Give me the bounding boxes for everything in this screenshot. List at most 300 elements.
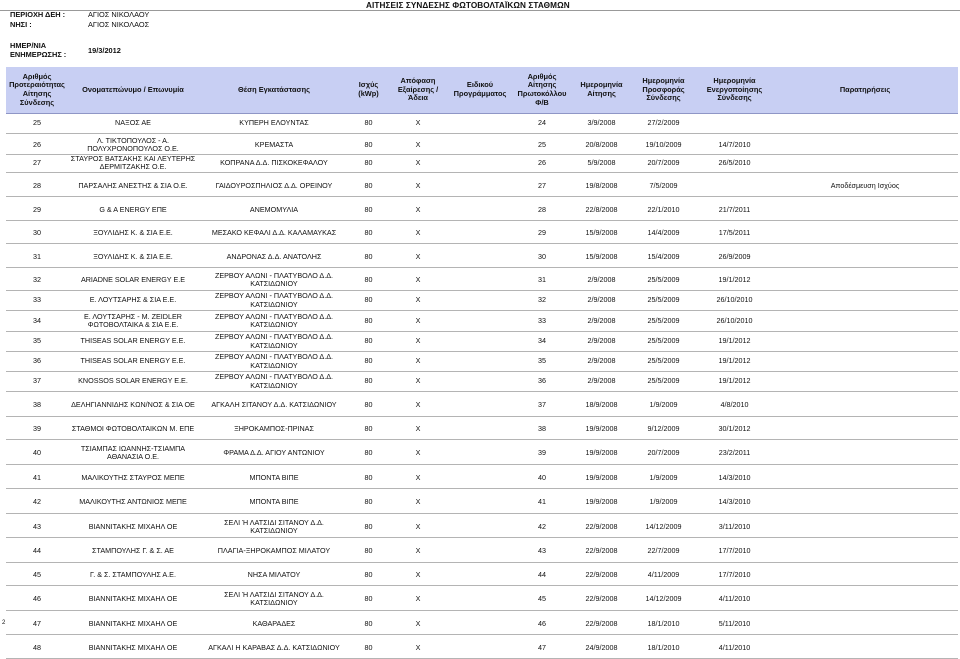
row-priority-cell: 26 [6,137,68,154]
row-remarks-cell [772,589,958,610]
row-location-cell: ΖΕΡΒΟΥ ΑΛΩΝΙ - ΠΛΑΤΥΒΟΛΟ Δ.Δ. ΚΑΤΣΙΔΩΝΙΟΥ [198,352,350,372]
table-row [6,137,958,154]
row-power-cell: 80 [350,589,387,610]
row-name-cell: Ε. ΛΟΥΤΣΑΡΗΣ - Μ. ZEIDLER ΦΩΤΟΒΟΛΤΑΙΚΑ & ΣΙΑ Ε.Ε. [68,311,198,332]
col-header-application-date: Ημερομηνία Αίτησης [573,67,630,114]
table-row [6,114,958,134]
table-row [6,395,958,416]
row-priority-cell: 29 [6,200,68,220]
row-power-cell: 80 [350,468,387,489]
row-name-cell: ΤΣΙΑΜΠΑΣ ΙΩΑΝΝΗΣ-ΤΣΙΑΜΠΑ ΑΘΑΝΑΣΙΑ Ο.Ε. [68,443,198,464]
row-activation-date-cell: 14/3/2010 [697,468,772,489]
row-power-cell: 80 [350,492,387,513]
row-remarks-cell [772,114,958,134]
row-application-date-cell: 2/9/2008 [573,271,630,291]
row-protocol-cell: 30 [511,247,573,267]
row-activation-date-cell: 4/11/2010 [697,589,772,610]
row-power-cell: 80 [350,638,387,658]
row-application-date-cell: 2/9/2008 [573,352,630,372]
row-program-cell [449,638,511,658]
table-row [6,517,958,538]
row-priority-cell: 44 [6,541,68,562]
row-program-cell [449,176,511,197]
row-program-cell [449,291,511,311]
row-priority-cell: 36 [6,352,68,372]
table-row [6,200,958,220]
row-application-date-cell: 2/9/2008 [573,372,630,392]
row-protocol-cell: 41 [511,492,573,513]
row-remarks-cell [772,137,958,154]
table-row [6,468,958,489]
row-protocol-cell: 36 [511,372,573,392]
row-location-cell: ΜΠΟΝΤΑ ΒΙΠΕ [198,492,350,513]
row-offer-date-cell: 7/5/2009 [630,176,697,197]
row-priority-cell: 33 [6,291,68,311]
row-power-cell: 80 [350,352,387,372]
row-remarks-cell [772,566,958,586]
row-activation-date-cell: 19/1/2012 [697,352,772,372]
row-offer-date-cell: 20/7/2009 [630,443,697,464]
row-remarks-cell [772,541,958,562]
row-activation-date-cell: 17/7/2010 [697,566,772,586]
row-offer-date-cell: 25/5/2009 [630,352,697,372]
row-priority-cell: 40 [6,443,68,464]
row-power-cell: 80 [350,541,387,562]
row-name-cell: Λ. ΤΙΚΤΟΠΟΥΛΟΣ - Α. ΠΟΛΥΧΡΟΝΟΠΟΥΛΟΣ Ο.Ε. [68,137,198,154]
row-program-cell [449,114,511,134]
row-location-cell: ΦΡΑΜΑ Δ.Δ. ΑΓΙΟΥ ΑΝΤΩΝΙΟΥ [198,443,350,464]
row-offer-date-cell: 14/4/2009 [630,224,697,244]
row-decision-cell: Χ [387,589,449,610]
row-location-cell: ΖΕΡΒΟΥ ΑΛΩΝΙ - ΠΛΑΤΥΒΟΛΟ Δ.Δ. ΚΑΤΣΙΔΩΝΙΟΥ [198,271,350,291]
row-decision-cell: Χ [387,492,449,513]
row-priority-cell: 32 [6,271,68,291]
row-protocol-cell: 32 [511,291,573,311]
table-row [6,372,958,392]
row-name-cell: ΠΑΡΣΑΛΗΣ ΑΝΕΣΤΗΣ & ΣΙΑ Ο.Ε. [68,176,198,197]
row-offer-date-cell: 18/1/2010 [630,614,697,635]
table-row [6,638,958,658]
row-name-cell: ΣΤΑΘΜΟΙ ΦΩΤΟΒΟΛΤΑΙΚΩΝ Μ. ΕΠΕ [68,420,198,440]
row-power-cell: 80 [350,566,387,586]
row-priority-cell: 38 [6,395,68,416]
row-remarks-cell [772,224,958,244]
row-power-cell: 80 [350,311,387,332]
row-name-cell: ΒΙΑΝΝΙΤΑΚΗΣ ΜΙΧΑΗΛ ΟΕ [68,638,198,658]
row-activation-date-cell: 14/7/2010 [697,137,772,154]
row-decision-cell: Χ [387,200,449,220]
row-decision-cell: Χ [387,395,449,416]
row-decision-cell: Χ [387,137,449,154]
row-location-cell: ΜΠΟΝΤΑ ΒΙΠΕ [198,468,350,489]
row-activation-date-cell: 5/11/2010 [697,614,772,635]
row-protocol-cell: 39 [511,443,573,464]
row-activation-date-cell: 19/1/2012 [697,271,772,291]
row-application-date-cell: 2/9/2008 [573,332,630,352]
row-protocol-cell: 28 [511,200,573,220]
row-location-cell: ΚΥΠΕΡΗ ΕΛΟΥΝΤΑΣ [198,114,350,134]
row-power-cell: 80 [350,137,387,154]
row-protocol-cell: 37 [511,395,573,416]
row-activation-date-cell [697,176,772,197]
row-remarks-cell [772,638,958,658]
table-row [6,224,958,244]
row-power-cell: 80 [350,224,387,244]
row-offer-date-cell: 18/1/2010 [630,638,697,658]
row-location-cell: ΑΝΔΡΟΝΑΣ Δ.Δ. ΑΝΑΤΟΛΗΣ [198,247,350,267]
row-priority-cell: 27 [6,154,68,172]
row-offer-date-cell: 25/5/2009 [630,291,697,311]
row-location-cell: ΠΛΑΓΙΑ-ΞΗΡΟΚΑΜΠΟΣ ΜΙΛΑΤΟΥ [198,541,350,562]
row-location-cell: ΚΡΕΜΑΣΤΑ [198,137,350,154]
row-activation-date-cell: 17/5/2011 [697,224,772,244]
col-header-location: Θέση Εγκατάστασης [198,67,350,114]
row-activation-date-cell: 21/7/2011 [697,200,772,220]
row-remarks-cell [772,468,958,489]
row-activation-date-cell: 26/5/2010 [697,154,772,172]
row-program-cell [449,420,511,440]
row-protocol-cell: 29 [511,224,573,244]
row-power-cell: 80 [350,517,387,538]
row-application-date-cell: 19/9/2008 [573,492,630,513]
row-offer-date-cell: 9/12/2009 [630,420,697,440]
row-protocol-cell: 42 [511,517,573,538]
row-remarks-cell [772,154,958,172]
row-offer-date-cell: 4/11/2009 [630,566,697,586]
row-protocol-cell: 43 [511,541,573,562]
row-protocol-cell: 40 [511,468,573,489]
row-name-cell: ΣΤΑΜΠΟΥΛΗΣ Γ. & Σ. ΑΕ [68,541,198,562]
row-power-cell: 80 [350,114,387,134]
table-row [6,332,958,352]
row-application-date-cell: 19/9/2008 [573,420,630,440]
row-power-cell: 80 [350,420,387,440]
row-location-cell: ΖΕΡΒΟΥ ΑΛΩΝΙ - ΠΛΑΤΥΒΟΛΟ Δ.Δ. ΚΑΤΣΙΔΩΝΙΟΥ [198,311,350,332]
col-header-name: Ονοματεπώνυμο / Επωνυμία [68,67,198,114]
row-protocol-cell: 44 [511,566,573,586]
row-program-cell [449,614,511,635]
row-location-cell: ΣΕΛΙ Ή ΛΑΤΣΙΔΙ ΣΙΤΑΝΟΥ Δ.Δ. ΚΑΤΣΙΔΩΝΙΟΥ [198,589,350,610]
col-header-activation-date: Ημερομηνία Ενεργοποίησης Σύνδεσης [697,67,772,114]
document-title: ΑΙΤΗΣΕΙΣ ΣΥΝΔΕΣΗΣ ΦΩΤΟΒΟΛΤΑΪΚΩΝ ΣΤΑΘΜΩΝ [366,1,570,10]
update-date-label-1: ΗΜΕΡ/ΝΙΑ [10,41,47,50]
row-priority-cell: 41 [6,468,68,489]
row-application-date-cell: 22/9/2008 [573,589,630,610]
island-value: ΑΓΙΟΣ ΝΙΚΟΛΑΟΣ [88,20,150,29]
row-protocol-cell: 31 [511,271,573,291]
row-name-cell: ΜΑΛΙΚΟΥΤΗΣ ΣΤΑΥΡΟΣ ΜΕΠΕ [68,468,198,489]
island-label: ΝΗΣΙ : [10,20,32,29]
row-name-cell: THISEAS SOLAR ENERGY Ε.Ε. [68,352,198,372]
row-program-cell [449,311,511,332]
col-header-program: Ειδικού Προγράμματος [449,67,511,114]
row-program-cell [449,372,511,392]
row-priority-cell: 35 [6,332,68,352]
row-program-cell [449,589,511,610]
page-number: 2 [2,620,6,626]
row-program-cell [449,468,511,489]
row-program-cell [449,200,511,220]
row-application-date-cell: 22/9/2008 [573,614,630,635]
col-header-offer-date: Ημερομηνία Προσφοράς Σύνδεσης [630,67,697,114]
row-priority-cell: 34 [6,311,68,332]
region-label: ΠΕΡΙΟΧΗ ΔΕΗ : [10,10,66,19]
row-offer-date-cell: 22/1/2010 [630,200,697,220]
row-offer-date-cell: 25/5/2009 [630,332,697,352]
row-power-cell: 80 [350,154,387,172]
row-protocol-cell: 45 [511,589,573,610]
row-protocol-cell: 47 [511,638,573,658]
row-remarks-cell [772,352,958,372]
table-row [6,541,958,562]
row-decision-cell: Χ [387,517,449,538]
row-power-cell: 80 [350,332,387,352]
table-row [6,247,958,267]
row-protocol-cell: 35 [511,352,573,372]
row-activation-date-cell: 4/8/2010 [697,395,772,416]
row-location-cell: ΖΕΡΒΟΥ ΑΛΩΝΙ - ΠΛΑΤΥΒΟΛΟ Δ.Δ. ΚΑΤΣΙΔΩΝΙΟΥ [198,291,350,311]
table-row [6,589,958,610]
col-header-priority: Αριθμός Προτεραιότητας Αίτησης Σύνδεσης [6,67,68,114]
row-priority-cell: 31 [6,247,68,267]
row-remarks-cell [772,443,958,464]
row-activation-date-cell: 14/3/2010 [697,492,772,513]
row-offer-date-cell: 25/5/2009 [630,372,697,392]
row-name-cell: ΔΕΛΗΓΙΑΝΝΙΔΗΣ ΚΩΝ/ΝΟΣ & ΣΙΑ ΟΕ [68,395,198,416]
row-protocol-cell: 25 [511,137,573,154]
row-activation-date-cell: 17/7/2010 [697,541,772,562]
update-date-value: 19/3/2012 [88,46,121,55]
row-decision-cell: Χ [387,247,449,267]
row-application-date-cell: 19/9/2008 [573,443,630,464]
row-power-cell: 80 [350,291,387,311]
row-decision-cell: Χ [387,332,449,352]
row-priority-cell: 45 [6,566,68,586]
row-decision-cell: Χ [387,372,449,392]
row-power-cell: 80 [350,395,387,416]
table-row [6,352,958,372]
row-name-cell: G & A ENERGY ΕΠΕ [68,200,198,220]
table-row [6,566,958,586]
row-priority-cell: 46 [6,589,68,610]
row-activation-date-cell: 26/10/2010 [697,291,772,311]
row-priority-cell: 43 [6,517,68,538]
row-offer-date-cell: 1/9/2009 [630,492,697,513]
row-remarks-cell [772,271,958,291]
table-row [6,443,958,464]
row-application-date-cell: 15/9/2008 [573,224,630,244]
table-row [6,154,958,172]
row-application-date-cell: 19/8/2008 [573,176,630,197]
row-remarks-cell [772,200,958,220]
row-application-date-cell: 3/9/2008 [573,114,630,134]
row-offer-date-cell: 25/5/2009 [630,271,697,291]
row-decision-cell: Χ [387,614,449,635]
col-header-protocol: Αριθμός Αίτησης Πρωτοκόλλου Φ/Β [511,67,573,114]
row-offer-date-cell: 1/9/2009 [630,468,697,489]
row-activation-date-cell: 26/9/2009 [697,247,772,267]
row-decision-cell: Χ [387,566,449,586]
row-decision-cell: Χ [387,224,449,244]
row-program-cell [449,541,511,562]
update-date-label-2: ΕΝΗΜΕΡΩΣΗΣ : [10,50,67,59]
row-power-cell: 80 [350,200,387,220]
row-protocol-cell: 26 [511,154,573,172]
row-decision-cell: Χ [387,291,449,311]
row-application-date-cell: 22/8/2008 [573,200,630,220]
applications-table [6,67,958,659]
row-decision-cell: Χ [387,311,449,332]
row-program-cell [449,443,511,464]
row-offer-date-cell: 14/12/2009 [630,517,697,538]
row-priority-cell: 47 [6,614,68,635]
row-remarks-cell [772,517,958,538]
row-name-cell: ΒΙΑΝΝΙΤΑΚΗΣ ΜΙΧΑΗΛ ΟΕ [68,614,198,635]
row-location-cell: ΚΑΘΑΡΑΔΕΣ [198,614,350,635]
header-row [6,67,958,114]
row-location-cell: ΓΑΙΔΟΥΡΟΣΠΗΛΙΟΣ Δ.Δ. ΟΡΕΙΝΟΥ [198,176,350,197]
row-power-cell: 80 [350,247,387,267]
table-row [6,311,958,332]
row-decision-cell: Χ [387,114,449,134]
row-power-cell: 80 [350,372,387,392]
row-name-cell: ΝΑΞΟΣ ΑΕ [68,114,198,134]
row-name-cell: THISEAS SOLAR ENERGY Ε.Ε. [68,332,198,352]
row-remarks-cell [772,311,958,332]
row-program-cell [449,517,511,538]
row-activation-date-cell: 30/1/2012 [697,420,772,440]
row-power-cell: 80 [350,271,387,291]
row-program-cell [449,271,511,291]
row-application-date-cell: 19/9/2008 [573,468,630,489]
row-activation-date-cell: 4/11/2010 [697,638,772,658]
row-name-cell: ΜΑΛΙΚΟΥΤΗΣ ΑΝΤΩΝΙΟΣ ΜΕΠΕ [68,492,198,513]
row-remarks-cell [772,372,958,392]
row-activation-date-cell: 19/1/2012 [697,372,772,392]
row-offer-date-cell: 14/12/2009 [630,589,697,610]
col-header-decision: Απόφαση Εξαίρεσης / Άδεια [387,67,449,114]
row-offer-date-cell: 27/2/2009 [630,114,697,134]
row-protocol-cell: 33 [511,311,573,332]
row-program-cell [449,352,511,372]
row-activation-date-cell: 23/2/2011 [697,443,772,464]
row-priority-cell: 25 [6,114,68,134]
region-value: ΑΓΙΟΣ ΝΙΚΟΛΑΟΥ [88,10,150,19]
row-decision-cell: Χ [387,638,449,658]
row-priority-cell: 30 [6,224,68,244]
table-row [6,420,958,440]
row-power-cell: 80 [350,614,387,635]
row-location-cell: ΚΟΠΡΑΝΑ Δ.Δ. ΠΙΣΚΟΚΕΦΑΛΟΥ [198,154,350,172]
row-location-cell: ΑΓΚΑΛΗ ΣΙΤΑΝΟΥ Δ.Δ. ΚΑΤΣΙΔΩΝΙΟΥ [198,395,350,416]
row-activation-date-cell: 3/11/2010 [697,517,772,538]
row-decision-cell: Χ [387,352,449,372]
row-name-cell: ΒΙΑΝΝΙΤΑΚΗΣ ΜΙΧΑΗΛ ΟΕ [68,517,198,538]
row-power-cell: 80 [350,176,387,197]
row-priority-cell: 42 [6,492,68,513]
row-offer-date-cell: 25/5/2009 [630,311,697,332]
row-protocol-cell: 38 [511,420,573,440]
row-program-cell [449,154,511,172]
row-offer-date-cell: 20/7/2009 [630,154,697,172]
row-priority-cell: 28 [6,176,68,197]
row-application-date-cell: 18/9/2008 [573,395,630,416]
row-remarks-cell [772,614,958,635]
row-location-cell: ΞΗΡΟΚΑΜΠΟΣ-ΠΡΙΝΑΣ [198,420,350,440]
table-body [6,114,958,659]
row-name-cell: KNOSSOS SOLAR ENERGY Ε.Ε. [68,372,198,392]
row-activation-date-cell: 19/1/2012 [697,332,772,352]
row-application-date-cell: 22/9/2008 [573,541,630,562]
row-location-cell: ΖΕΡΒΟΥ ΑΛΩΝΙ - ΠΛΑΤΥΒΟΛΟ Δ.Δ. ΚΑΤΣΙΔΩΝΙΟΥ [198,372,350,392]
row-remarks-cell: Αποδέσμευση Ισχύος [772,176,958,197]
row-program-cell [449,247,511,267]
row-name-cell: Ε. ΛΟΥΤΣΑΡΗΣ & ΣΙΑ Ε.Ε. [68,291,198,311]
row-application-date-cell: 20/8/2008 [573,137,630,154]
row-offer-date-cell: 22/7/2009 [630,541,697,562]
table-row [6,271,958,291]
table-row [6,176,958,197]
row-location-cell: ΜΕΣΑΚΟ ΚΕΦΑΛΙ Δ.Δ. ΚΑΛΑΜΑΥΚΑΣ [198,224,350,244]
row-name-cell: ARIADNE SOLAR ENERGY Ε.Ε [68,271,198,291]
row-program-cell [449,137,511,154]
row-name-cell: ΣΤΑΥΡΟΣ ΒΑΤΣΑΚΗΣ ΚΑΙ ΛΕΥΤΕΡΗΣ ΔΕΡΜΙΤΖΑΚΗΣ Ο.Ε. [68,154,198,172]
row-program-cell [449,492,511,513]
row-offer-date-cell: 15/4/2009 [630,247,697,267]
row-remarks-cell [772,420,958,440]
table-row [6,492,958,513]
row-location-cell: ΝΗΣΑ ΜΙΛΑΤΟΥ [198,566,350,586]
row-remarks-cell [772,395,958,416]
row-application-date-cell: 22/9/2008 [573,566,630,586]
row-decision-cell: Χ [387,271,449,291]
row-location-cell: ΣΕΛΙ Ή ΛΑΤΣΙΔΙ ΣΙΤΑΝΟΥ Δ.Δ. ΚΑΤΣΙΔΩΝΙΟΥ [198,517,350,538]
row-application-date-cell: 2/9/2008 [573,311,630,332]
row-offer-date-cell: 19/10/2009 [630,137,697,154]
row-remarks-cell [772,332,958,352]
row-priority-cell: 48 [6,638,68,658]
row-priority-cell: 37 [6,372,68,392]
row-decision-cell: Χ [387,420,449,440]
row-protocol-cell: 34 [511,332,573,352]
row-program-cell [449,224,511,244]
row-priority-cell: 39 [6,420,68,440]
row-name-cell: ΞΟΥΛΙΔΗΣ Κ. & ΣΙΑ Ε.Ε. [68,247,198,267]
col-header-remarks: Παρατηρήσεις [772,67,958,114]
row-location-cell: ΑΝΕΜΟΜΥΛΙΑ [198,200,350,220]
row-program-cell [449,566,511,586]
row-name-cell: Γ. & Σ. ΣΤΑΜΠΟΥΛΗΣ Α.Ε. [68,566,198,586]
row-application-date-cell: 24/9/2008 [573,638,630,658]
row-protocol-cell: 24 [511,114,573,134]
row-remarks-cell [772,247,958,267]
row-remarks-cell [772,492,958,513]
row-power-cell: 80 [350,443,387,464]
row-name-cell: ΒΙΑΝΝΙΤΑΚΗΣ ΜΙΧΑΗΛ ΟΕ [68,589,198,610]
row-protocol-cell: 46 [511,614,573,635]
row-remarks-cell [772,291,958,311]
col-header-power: Ισχύς (kWp) [350,67,387,114]
row-application-date-cell: 2/9/2008 [573,291,630,311]
row-application-date-cell: 15/9/2008 [573,247,630,267]
row-decision-cell: Χ [387,541,449,562]
row-location-cell: ΖΕΡΒΟΥ ΑΛΩΝΙ - ΠΛΑΤΥΒΟΛΟ Δ.Δ. ΚΑΤΣΙΔΩΝΙΟΥ [198,332,350,352]
row-application-date-cell: 5/9/2008 [573,154,630,172]
row-decision-cell: Χ [387,154,449,172]
row-activation-date-cell: 26/10/2010 [697,311,772,332]
row-decision-cell: Χ [387,443,449,464]
row-application-date-cell: 22/9/2008 [573,517,630,538]
